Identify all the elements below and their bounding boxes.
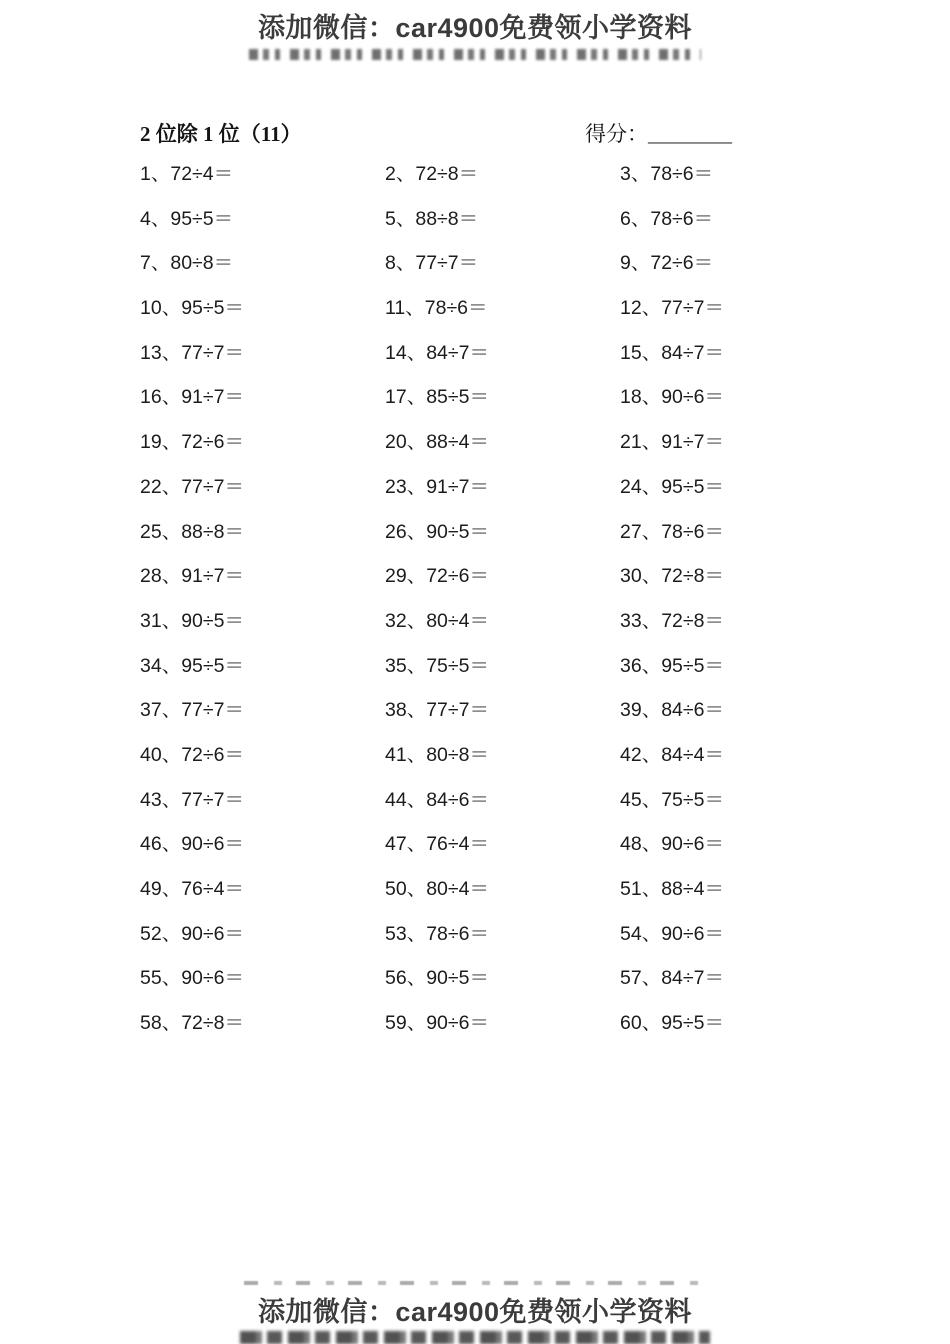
problem-item — [385, 654, 620, 699]
problem-item — [385, 698, 620, 743]
problem-expression: 72÷8＝ — [415, 163, 479, 185]
problem-expression: 77÷7＝ — [181, 788, 244, 811]
problem-item — [140, 520, 385, 565]
problem-number: 59、 — [385, 1012, 427, 1035]
problem-number: 34、 — [140, 654, 182, 677]
problem-number: 27、 — [620, 520, 662, 543]
problem-item — [620, 251, 724, 296]
problem-number: 3、 — [620, 163, 651, 185]
problem-item — [620, 922, 724, 967]
problem-expression: 78÷6＝ — [424, 297, 488, 320]
problem-item — [140, 430, 385, 475]
problem-item — [140, 296, 385, 341]
problem-item — [620, 654, 724, 699]
problem-expression: 72÷6＝ — [181, 431, 244, 454]
problem-expression: 76÷4＝ — [181, 878, 244, 900]
problem-expression: 78÷6＝ — [661, 520, 724, 543]
problem-number: 39、 — [620, 699, 662, 722]
problem-expression: 80÷4＝ — [426, 878, 489, 900]
problem-expression: 88÷8＝ — [181, 520, 244, 543]
problem-number: 38、 — [385, 699, 427, 722]
footer-promo-text: 添加微信：car4900免费领小学资料 — [257, 1297, 693, 1327]
problem-number: 9、 — [620, 252, 651, 275]
problem-expression: 90÷6＝ — [661, 833, 724, 856]
problem-item — [620, 564, 724, 609]
problem-item — [620, 475, 724, 520]
problem-number: 4、 — [140, 207, 171, 230]
problem-item — [385, 520, 620, 565]
problem-number: 51、 — [620, 878, 662, 900]
problem-number: 56、 — [385, 967, 427, 990]
problem-expression: 77÷7＝ — [181, 475, 244, 498]
problem-expression: 77÷7＝ — [426, 699, 489, 722]
problem-number: 19、 — [140, 431, 182, 454]
problem-number: 28、 — [140, 565, 182, 588]
problem-number: 8、 — [385, 252, 416, 275]
problem-expression: 91÷7＝ — [181, 386, 244, 409]
problem-item — [140, 832, 385, 877]
problem-expression: 91÷7＝ — [426, 475, 489, 498]
problem-item — [385, 341, 620, 386]
problem-item — [620, 162, 724, 207]
problem-expression: 95÷5＝ — [661, 475, 724, 498]
problem-item — [620, 788, 724, 833]
problem-expression: 84÷7＝ — [661, 341, 724, 364]
problem-expression: 72÷6＝ — [426, 565, 489, 588]
problem-expression: 80÷8＝ — [426, 743, 489, 766]
problem-number: 49、 — [140, 878, 182, 900]
problem-expression: 90÷6＝ — [181, 967, 244, 990]
problem-expression: 84÷4＝ — [661, 743, 724, 766]
problem-number: 33、 — [620, 609, 662, 632]
score-label: 得分： — [585, 122, 648, 146]
problem-number: 43、 — [140, 788, 182, 811]
faint-dash-line — [244, 1281, 706, 1285]
problem-item — [140, 564, 385, 609]
problem-number: 57、 — [620, 967, 662, 990]
problem-expression: 90÷5＝ — [181, 609, 244, 632]
problem-item — [140, 609, 385, 654]
problem-item — [620, 207, 724, 252]
problem-number: 22、 — [140, 475, 182, 498]
problem-number: 21、 — [620, 431, 662, 454]
problem-expression: 77÷7＝ — [181, 699, 244, 722]
problem-item — [140, 877, 385, 922]
problem-expression: 95÷5＝ — [181, 297, 244, 320]
problem-number: 60、 — [620, 1012, 662, 1035]
problem-number: 5、 — [385, 207, 416, 230]
problem-item — [140, 162, 385, 207]
problem-expression: 84÷7＝ — [661, 967, 724, 990]
problem-item — [620, 296, 724, 341]
problem-number: 41、 — [385, 743, 427, 766]
problem-expression: 75÷5＝ — [426, 654, 489, 677]
header-promo-text: 添加微信：car4900免费领小学资料 — [257, 13, 693, 43]
problem-expression: 77÷7＝ — [661, 297, 724, 320]
problem-item — [620, 341, 724, 386]
problem-expression: 72÷8＝ — [661, 565, 724, 588]
problem-item — [385, 877, 620, 922]
problem-number: 36、 — [620, 654, 662, 677]
problem-number: 29、 — [385, 565, 427, 588]
problem-item — [620, 698, 724, 743]
problem-number: 47、 — [385, 833, 427, 856]
problem-expression: 72÷4＝ — [170, 163, 234, 185]
problem-item — [385, 1011, 620, 1056]
problem-item — [140, 922, 385, 967]
problem-expression: 90÷5＝ — [426, 520, 489, 543]
problem-item — [385, 251, 620, 296]
problem-expression: 77÷7＝ — [415, 252, 479, 275]
problem-item — [385, 966, 620, 1011]
problem-expression: 88÷8＝ — [415, 207, 479, 230]
problem-expression: 90÷6＝ — [181, 833, 244, 856]
problem-number: 45、 — [620, 788, 662, 811]
problem-number: 44、 — [385, 788, 427, 811]
problem-item — [385, 385, 620, 430]
score-blank-line: ________ — [648, 122, 732, 146]
problem-expression: 90÷6＝ — [661, 386, 724, 409]
problem-number: 25、 — [140, 520, 182, 543]
problem-item — [620, 966, 724, 1011]
problem-expression: 78÷6＝ — [650, 207, 714, 230]
problem-expression: 77÷7＝ — [181, 341, 244, 364]
problem-expression: 95÷5＝ — [661, 654, 724, 677]
problem-number: 20、 — [385, 431, 427, 454]
problem-expression: 80÷4＝ — [426, 609, 489, 632]
problem-item — [140, 251, 385, 296]
problem-expression: 90÷6＝ — [181, 922, 244, 945]
problem-item — [620, 743, 724, 788]
title-row — [140, 118, 810, 146]
problem-number: 16、 — [140, 386, 182, 409]
problem-expression: 95÷5＝ — [170, 207, 234, 230]
problem-expression: 90÷5＝ — [426, 967, 489, 990]
score-area — [585, 118, 732, 148]
problem-item — [140, 966, 385, 1011]
problem-number: 7、 — [140, 252, 171, 275]
problem-number: 2、 — [385, 163, 416, 185]
problem-number: 31、 — [140, 609, 182, 632]
problem-item — [140, 341, 385, 386]
problem-number: 30、 — [620, 565, 662, 588]
problem-number: 54、 — [620, 922, 662, 945]
problem-item — [385, 743, 620, 788]
problem-number: 6、 — [620, 207, 651, 230]
problem-item — [385, 832, 620, 877]
problem-number: 46、 — [140, 833, 182, 856]
problem-number: 13、 — [140, 341, 182, 364]
problem-number: 53、 — [385, 922, 427, 945]
problem-item — [385, 296, 620, 341]
problem-expression: 84÷6＝ — [426, 788, 489, 811]
problem-number: 32、 — [385, 609, 427, 632]
problem-expression: 72÷6＝ — [181, 743, 244, 766]
problem-number: 35、 — [385, 654, 427, 677]
problem-expression: 84÷6＝ — [661, 699, 724, 722]
problem-expression: 90÷6＝ — [661, 922, 724, 945]
problem-number: 11、 — [385, 297, 425, 320]
clipped-text-artifact-bottom — [240, 1331, 710, 1344]
problem-item — [385, 162, 620, 207]
problem-expression: 85÷5＝ — [426, 386, 489, 409]
problem-number: 58、 — [140, 1012, 182, 1035]
problem-number: 15、 — [620, 341, 662, 364]
problem-number: 52、 — [140, 922, 182, 945]
worksheet-title: 2 位除 1 位（11） — [140, 122, 302, 146]
problem-number: 40、 — [140, 743, 182, 766]
problem-expression: 78÷6＝ — [426, 922, 489, 945]
problem-item — [385, 475, 620, 520]
problem-item — [140, 743, 385, 788]
problem-expression: 78÷6＝ — [650, 163, 714, 185]
problem-item — [140, 207, 385, 252]
problem-item — [620, 609, 724, 654]
problem-expression: 76÷4＝ — [426, 833, 489, 856]
problem-expression: 90÷6＝ — [426, 1012, 489, 1035]
problem-item — [140, 654, 385, 699]
problem-number: 55、 — [140, 967, 182, 990]
problem-item — [140, 1011, 385, 1056]
problem-expression: 72÷6＝ — [650, 252, 714, 275]
problem-expression: 75÷5＝ — [661, 788, 724, 811]
problem-expression: 88÷4＝ — [426, 431, 489, 454]
problem-item — [140, 698, 385, 743]
problem-expression: 72÷8＝ — [181, 1012, 244, 1035]
problem-number: 12、 — [620, 297, 662, 320]
problem-number: 10、 — [140, 297, 182, 320]
problem-number: 24、 — [620, 475, 662, 498]
problem-item — [620, 832, 724, 877]
problem-number: 50、 — [385, 878, 427, 900]
clipped-text-artifact-top — [249, 49, 701, 60]
problem-number: 48、 — [620, 833, 662, 856]
problem-number: 26、 — [385, 520, 427, 543]
problem-expression: 95÷5＝ — [181, 654, 244, 677]
problem-number: 14、 — [385, 341, 427, 364]
problem-item — [620, 430, 724, 475]
problem-expression: 84÷7＝ — [426, 341, 489, 364]
problem-item — [140, 385, 385, 430]
problem-item — [620, 877, 724, 922]
problem-expression: 80÷8＝ — [170, 252, 234, 275]
problem-number: 42、 — [620, 743, 662, 766]
problems-grid — [140, 162, 724, 1056]
problem-expression: 95÷5＝ — [661, 1012, 724, 1035]
problem-expression: 88÷4＝ — [661, 878, 724, 900]
problem-item — [620, 385, 724, 430]
problem-item — [385, 207, 620, 252]
problem-expression: 91÷7＝ — [661, 431, 724, 454]
problem-item — [620, 520, 724, 565]
problem-number: 17、 — [385, 386, 427, 409]
problem-expression: 72÷8＝ — [661, 609, 724, 632]
problem-number: 23、 — [385, 475, 427, 498]
problem-expression: 91÷7＝ — [181, 565, 244, 588]
problem-item — [385, 609, 620, 654]
problem-number: 1、 — [140, 163, 171, 185]
problem-item — [140, 475, 385, 520]
problem-item — [385, 788, 620, 833]
problem-item — [620, 1011, 724, 1056]
problem-number: 37、 — [140, 699, 182, 722]
problem-item — [385, 430, 620, 475]
problem-number: 18、 — [620, 386, 662, 409]
problem-item — [385, 922, 620, 967]
problem-item — [385, 564, 620, 609]
problem-item — [140, 788, 385, 833]
